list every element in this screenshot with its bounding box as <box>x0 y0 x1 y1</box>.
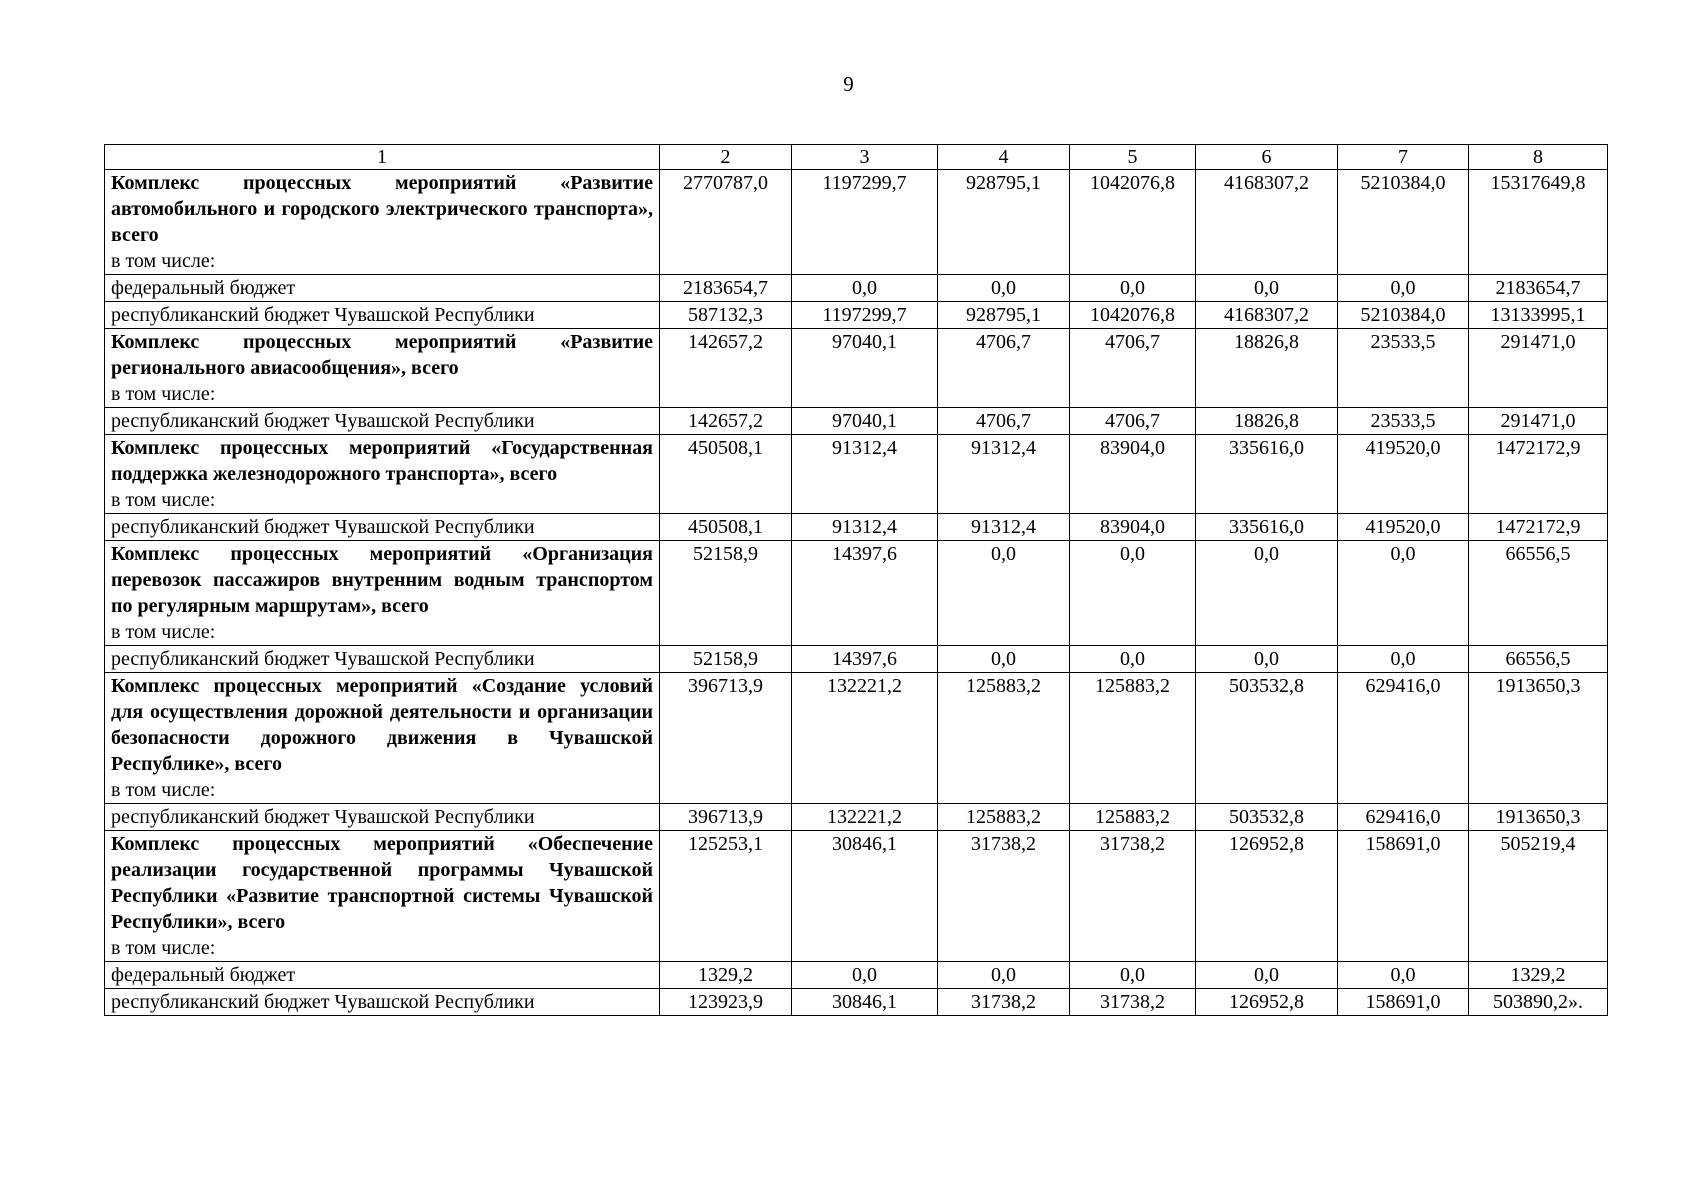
value-cell: 419520,0 <box>1338 514 1469 541</box>
value-cell: 450508,1 <box>660 435 792 514</box>
budget-label: республиканский бюджет Чувашской Республики <box>105 989 660 1016</box>
complex-label-cell <box>105 541 660 646</box>
value-cell: 14397,6 <box>792 646 938 673</box>
column-header: 8 <box>1469 145 1608 170</box>
value-cell: 291471,0 <box>1469 329 1608 408</box>
value-cell: 23533,5 <box>1338 408 1469 435</box>
value-cell: 0,0 <box>792 275 938 302</box>
value-cell: 52158,9 <box>660 646 792 673</box>
budget-table <box>104 144 1608 1016</box>
value-cell: 0,0 <box>1070 646 1196 673</box>
budget-label: республиканский бюджет Чувашской Республики <box>105 514 660 541</box>
value-cell: 5210384,0 <box>1338 302 1469 329</box>
value-cell: 2183654,7 <box>660 275 792 302</box>
value-cell: 0,0 <box>1196 646 1338 673</box>
value-cell: 31738,2 <box>938 831 1070 962</box>
column-header: 7 <box>1338 145 1469 170</box>
value-cell: 503532,8 <box>1196 804 1338 831</box>
value-cell: 0,0 <box>938 646 1070 673</box>
value-cell: 335616,0 <box>1196 514 1338 541</box>
value-cell: 4168307,2 <box>1196 170 1338 275</box>
complex-title: Комплекс процессных мероприятий «Организация перевозок пассажиров внутренним водным транспортом по регулярным маршрутам», всего <box>111 543 653 617</box>
value-cell: 132221,2 <box>792 673 938 804</box>
value-cell: 291471,0 <box>1469 408 1608 435</box>
value-cell: 0,0 <box>1338 646 1469 673</box>
value-cell: 0,0 <box>792 962 938 989</box>
header-row <box>105 145 1608 170</box>
value-cell: 0,0 <box>1196 541 1338 646</box>
budget-row <box>105 962 1608 989</box>
value-cell: 0,0 <box>1070 962 1196 989</box>
value-cell: 31738,2 <box>1070 989 1196 1016</box>
budget-row <box>105 646 1608 673</box>
value-cell: 0,0 <box>1338 275 1469 302</box>
complex-label-cell <box>105 435 660 514</box>
budget-row <box>105 804 1608 831</box>
complex-row <box>105 541 1608 646</box>
value-cell: 419520,0 <box>1338 435 1469 514</box>
value-cell: 1329,2 <box>1469 962 1608 989</box>
complex-title: Комплекс процессных мероприятий «Развитие регионального авиасообщения», всего <box>111 331 653 379</box>
table-header <box>105 145 1608 170</box>
complex-title: Комплекс процессных мероприятий «Создание условий для осуществления дорожной деятельности и организации безопасности дорожного движения в Чувашской Республике», всего <box>111 675 653 775</box>
value-cell: 18826,8 <box>1196 408 1338 435</box>
budget-label: республиканский бюджет Чувашской Республики <box>105 804 660 831</box>
value-cell: 505219,4 <box>1469 831 1608 962</box>
value-cell: 0,0 <box>1338 962 1469 989</box>
value-cell: 125253,1 <box>660 831 792 962</box>
budget-row <box>105 989 1608 1016</box>
value-cell: 503890,2». <box>1469 989 1608 1016</box>
complex-subtitle: в том числе: <box>111 383 216 405</box>
value-cell: 928795,1 <box>938 302 1070 329</box>
value-cell: 142657,2 <box>660 329 792 408</box>
value-cell: 0,0 <box>1196 962 1338 989</box>
value-cell: 91312,4 <box>938 514 1070 541</box>
value-cell: 91312,4 <box>792 435 938 514</box>
value-cell: 5210384,0 <box>1338 170 1469 275</box>
budget-row <box>105 514 1608 541</box>
column-header: 3 <box>792 145 938 170</box>
value-cell: 0,0 <box>938 962 1070 989</box>
budget-label: республиканский бюджет Чувашской Республики <box>105 408 660 435</box>
budget-row <box>105 408 1608 435</box>
value-cell: 0,0 <box>938 541 1070 646</box>
complex-subtitle: в том числе: <box>111 779 216 801</box>
page-number: 9 <box>843 72 854 96</box>
value-cell: 126952,8 <box>1196 831 1338 962</box>
complex-label-cell <box>105 673 660 804</box>
value-cell: 1329,2 <box>660 962 792 989</box>
complex-row <box>105 673 1608 804</box>
budget-label: федеральный бюджет <box>105 962 660 989</box>
column-header: 4 <box>938 145 1070 170</box>
value-cell: 30846,1 <box>792 989 938 1016</box>
value-cell: 1472172,9 <box>1469 514 1608 541</box>
value-cell: 4706,7 <box>1070 408 1196 435</box>
complex-row <box>105 831 1608 962</box>
value-cell: 83904,0 <box>1070 514 1196 541</box>
complex-title: Комплекс процессных мероприятий «Развитие автомобильного и городского электрического транспорта», всего <box>111 172 653 246</box>
table-body <box>105 170 1608 1016</box>
complex-label-cell <box>105 329 660 408</box>
value-cell: 18826,8 <box>1196 329 1338 408</box>
value-cell: 31738,2 <box>938 989 1070 1016</box>
value-cell: 0,0 <box>1338 541 1469 646</box>
value-cell: 0,0 <box>938 275 1070 302</box>
value-cell: 125883,2 <box>938 804 1070 831</box>
complex-row <box>105 170 1608 275</box>
value-cell: 396713,9 <box>660 804 792 831</box>
column-header: 6 <box>1196 145 1338 170</box>
complex-subtitle: в том числе: <box>111 937 216 959</box>
value-cell: 125883,2 <box>1070 673 1196 804</box>
value-cell: 1472172,9 <box>1469 435 1608 514</box>
value-cell: 1042076,8 <box>1070 302 1196 329</box>
value-cell: 629416,0 <box>1338 673 1469 804</box>
value-cell: 1913650,3 <box>1469 673 1608 804</box>
column-header: 5 <box>1070 145 1196 170</box>
value-cell: 66556,5 <box>1469 541 1608 646</box>
complex-label-cell <box>105 170 660 275</box>
value-cell: 396713,9 <box>660 673 792 804</box>
budget-row <box>105 275 1608 302</box>
value-cell: 335616,0 <box>1196 435 1338 514</box>
value-cell: 0,0 <box>1070 541 1196 646</box>
complex-subtitle: в том числе: <box>111 489 216 511</box>
value-cell: 629416,0 <box>1338 804 1469 831</box>
value-cell: 450508,1 <box>660 514 792 541</box>
value-cell: 97040,1 <box>792 329 938 408</box>
value-cell: 14397,6 <box>792 541 938 646</box>
value-cell: 0,0 <box>1196 275 1338 302</box>
value-cell: 126952,8 <box>1196 989 1338 1016</box>
budget-label: республиканский бюджет Чувашской Республики <box>105 646 660 673</box>
budget-label: федеральный бюджет <box>105 275 660 302</box>
value-cell: 125883,2 <box>1070 804 1196 831</box>
value-cell: 91312,4 <box>792 514 938 541</box>
value-cell: 30846,1 <box>792 831 938 962</box>
complex-subtitle: в том числе: <box>111 621 216 643</box>
value-cell: 91312,4 <box>938 435 1070 514</box>
value-cell: 1197299,7 <box>792 170 938 275</box>
complex-subtitle: в том числе: <box>111 250 216 272</box>
value-cell: 4706,7 <box>1070 329 1196 408</box>
complex-title: Комплекс процессных мероприятий «Обеспечение реализации государственной программы Чувашской Республики «Развитие транспортной системы Чувашской Республики», всего <box>111 833 653 933</box>
value-cell: 31738,2 <box>1070 831 1196 962</box>
value-cell: 125883,2 <box>938 673 1070 804</box>
value-cell: 83904,0 <box>1070 435 1196 514</box>
value-cell: 1197299,7 <box>792 302 938 329</box>
complex-row <box>105 329 1608 408</box>
complex-row <box>105 435 1608 514</box>
complex-label-cell <box>105 831 660 962</box>
value-cell: 97040,1 <box>792 408 938 435</box>
value-cell: 1042076,8 <box>1070 170 1196 275</box>
value-cell: 4706,7 <box>938 329 1070 408</box>
value-cell: 4168307,2 <box>1196 302 1338 329</box>
value-cell: 2770787,0 <box>660 170 792 275</box>
value-cell: 4706,7 <box>938 408 1070 435</box>
budget-row <box>105 302 1608 329</box>
value-cell: 23533,5 <box>1338 329 1469 408</box>
value-cell: 15317649,8 <box>1469 170 1608 275</box>
value-cell: 158691,0 <box>1338 989 1469 1016</box>
value-cell: 52158,9 <box>660 541 792 646</box>
value-cell: 587132,3 <box>660 302 792 329</box>
value-cell: 158691,0 <box>1338 831 1469 962</box>
value-cell: 123923,9 <box>660 989 792 1016</box>
value-cell: 0,0 <box>1070 275 1196 302</box>
complex-title: Комплекс процессных мероприятий «Государственная поддержка железнодорожного транспорта», всего <box>111 437 653 485</box>
value-cell: 66556,5 <box>1469 646 1608 673</box>
column-header: 1 <box>105 145 660 170</box>
value-cell: 13133995,1 <box>1469 302 1608 329</box>
value-cell: 2183654,7 <box>1469 275 1608 302</box>
budget-label: республиканский бюджет Чувашской Республики <box>105 302 660 329</box>
value-cell: 928795,1 <box>938 170 1070 275</box>
value-cell: 1913650,3 <box>1469 804 1608 831</box>
value-cell: 132221,2 <box>792 804 938 831</box>
column-header: 2 <box>660 145 792 170</box>
value-cell: 503532,8 <box>1196 673 1338 804</box>
value-cell: 142657,2 <box>660 408 792 435</box>
